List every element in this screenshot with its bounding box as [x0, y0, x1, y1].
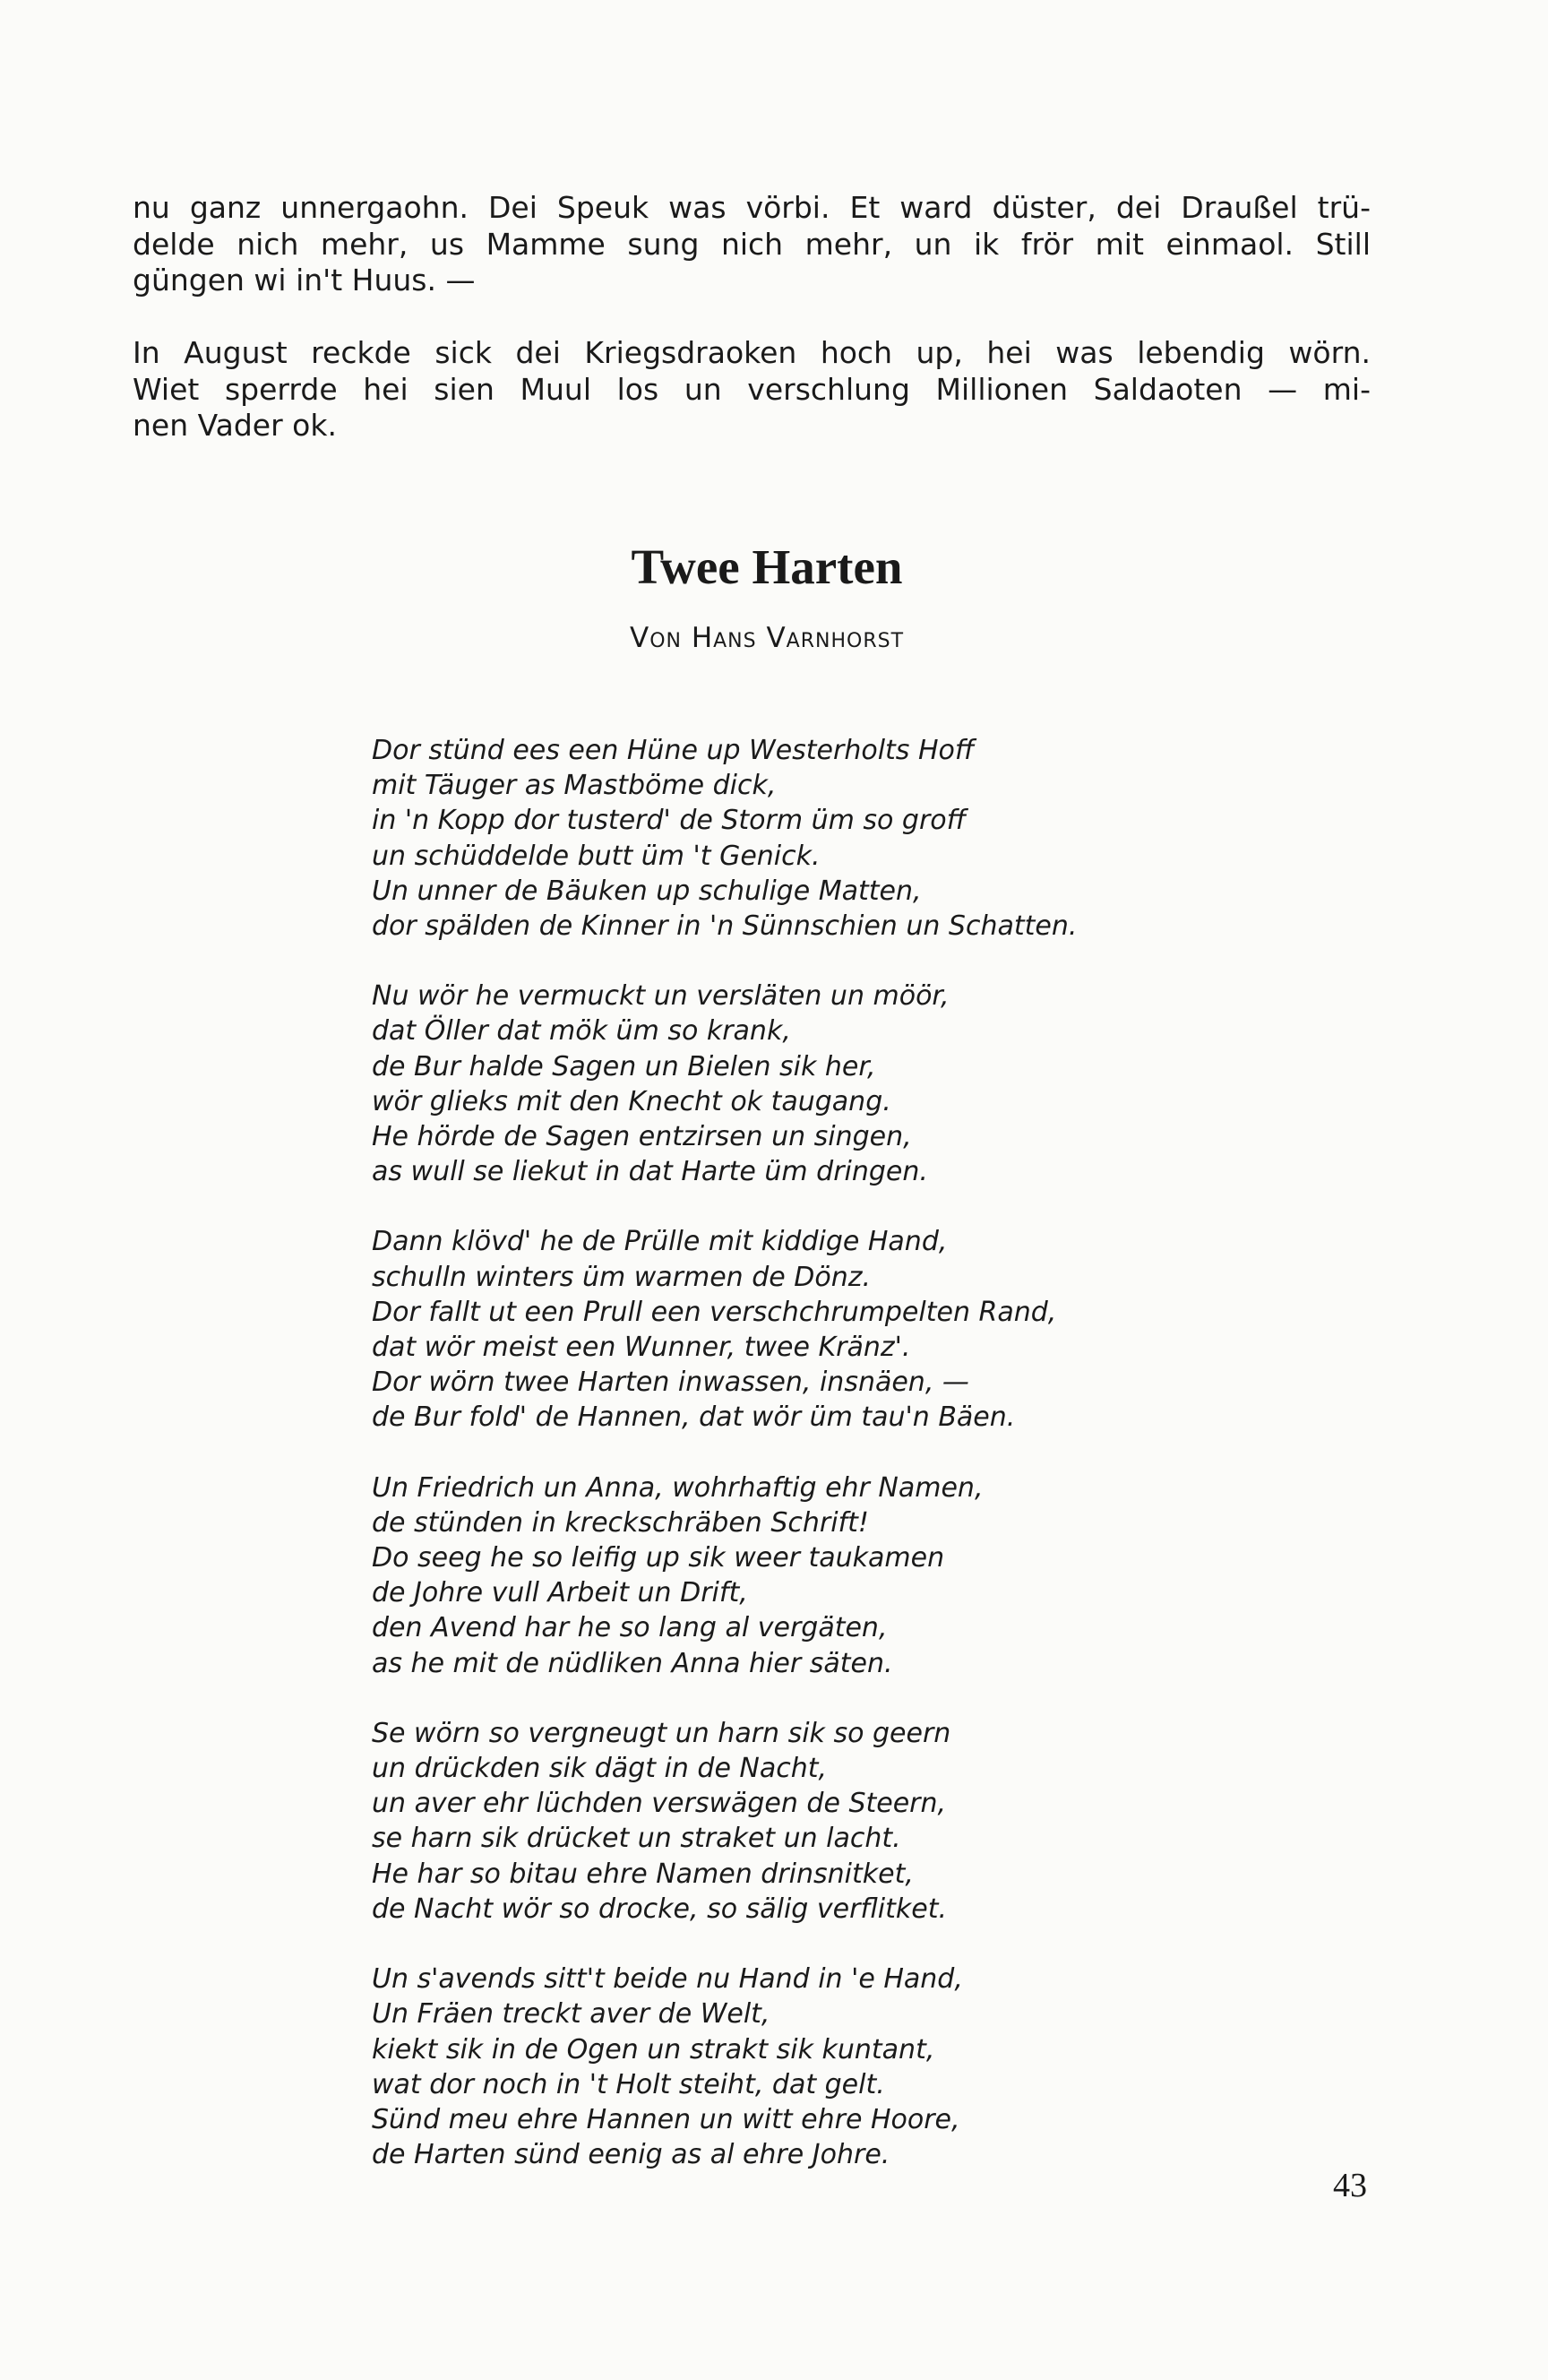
- poem-line: un drückden sik dägt in de Nacht,: [372, 1753, 828, 1785]
- prose-paragraph-1: [133, 190, 1371, 299]
- poem-body: [372, 733, 1077, 2207]
- poem-line: schulln winters üm warmen de Dönz.: [372, 1261, 872, 1293]
- prose-line: delde nich mehr, us Mamme sung nich mehr, un ik frör mit einmaol. Still: [133, 226, 1371, 262]
- poem-line: wör glieks mit den Knecht ok taugang.: [372, 1085, 891, 1117]
- poem-line: kiekt sik in de Ogen un strakt sik kuntant,: [372, 2033, 935, 2065]
- poem-line: Nu wör he vermuckt un versläten un möör,: [372, 980, 950, 1013]
- poem-title: Twee Harten: [631, 539, 903, 594]
- poem-line: den Avend har he so lang al vergäten,: [372, 1612, 888, 1644]
- poem-line: Do seeg he so leifig up sik weer taukamen: [372, 1542, 945, 1574]
- prose-line: In August reckde sick dei Kriegsdraoken hoch up, hei was lebendig wörn.: [133, 335, 1371, 370]
- prose-line: nu ganz unnergaohn. Dei Speuk was vörbi. Et ward düster, dei Draußel trü-: [133, 190, 1371, 225]
- poem-line: dat wör meist een Wunner, twee Kränz'.: [372, 1332, 911, 1364]
- poem-line: Un unner de Bäuken up schulige Matten,: [372, 875, 922, 907]
- poem-line: de Nacht wör so drocke, so sälig verflitket.: [372, 1893, 948, 1925]
- poem-line: Dor stünd ees een Hüne up Westerholts Hoff: [372, 735, 975, 766]
- poem-line: de stünden in kreckschräben Schrift!: [372, 1506, 869, 1539]
- poem-stanza: [372, 733, 1077, 944]
- poem-line: se harn sik drücket un straket un lacht.: [372, 1823, 901, 1855]
- prose-paragraph-2: [133, 335, 1371, 444]
- poem-line: as he mit de nüdliken Anna hier säten.: [372, 1647, 893, 1679]
- poem-stanza: [372, 979, 1077, 1189]
- poem-line: dor spälden de Kinner in 'n Sünnschien un Schatten.: [372, 910, 1078, 943]
- poem-line: Dann klövd' he de Prülle mit kiddige Hand,: [372, 1226, 948, 1258]
- poem-line: de Harten sünd eenig as al ehre Johre.: [372, 2139, 890, 2171]
- poem-line: wat dor noch in 't Holt steiht, dat gelt.: [372, 2068, 885, 2100]
- poem-line: dat Öller dat mök üm so krank,: [372, 1015, 791, 1048]
- poem-line: Dor wörn twee Harten inwassen, insnäen, —: [372, 1367, 969, 1399]
- poem-line: un schüddelde butt üm 't Genick.: [372, 840, 821, 872]
- prose-line: güngen wi in't Huus. —: [133, 263, 476, 298]
- poem-line: He har so bitau ehre Namen drinsnitket,: [372, 1858, 914, 1890]
- poem-stanza: [372, 1716, 1077, 1927]
- poem-stanza: [372, 1962, 1077, 2172]
- poem-line: Un Friedrich un Anna, wohrhaftig ehr Namen,: [372, 1471, 984, 1504]
- poem-line: in 'n Kopp dor tusterd' de Storm üm so groff: [372, 805, 967, 837]
- prose-line: Wiet sperrde hei sien Muul los un verschlung Millionen Saldaoten — mi-: [133, 371, 1371, 407]
- poem-line: Un s'avends sitt't beide nu Hand in 'e Hand,: [372, 1963, 963, 1996]
- poem-line: mit Täuger as Mastböme dick,: [372, 770, 777, 802]
- poem-line: de Bur halde Sagen un Bielen sik her,: [372, 1050, 876, 1082]
- poem-line: He hörde de Sagen entzirsen un singen,: [372, 1121, 912, 1153]
- poem-line: as wull se liekut in dat Harte üm dringen.: [372, 1156, 928, 1188]
- poem-line: Un Fräen treckt aver de Welt,: [372, 1998, 770, 2031]
- page-number: 43: [1333, 2167, 1367, 2204]
- poem-author: Von Hans Varnhorst: [629, 622, 905, 654]
- poem-line: de Bur fold' de Hannen, dat wör üm tau'n Bäen.: [372, 1401, 1016, 1434]
- poem-line: un aver ehr lüchden verswägen de Steern,: [372, 1788, 947, 1820]
- poem-line: Se wörn so vergneugt un harn sik so geern: [372, 1717, 951, 1749]
- prose-line: nen Vader ok.: [133, 408, 337, 443]
- poem-line: Dor fallt ut een Prull een verschchrumpelten Rand,: [372, 1296, 1057, 1328]
- poem-stanza: [372, 1470, 1077, 1681]
- poem-line: de Johre vull Arbeit un Drift,: [372, 1577, 748, 1609]
- poem-stanza: [372, 1224, 1077, 1435]
- poem-line: Sünd meu ehre Hannen un witt ehre Hoore,: [372, 2103, 960, 2135]
